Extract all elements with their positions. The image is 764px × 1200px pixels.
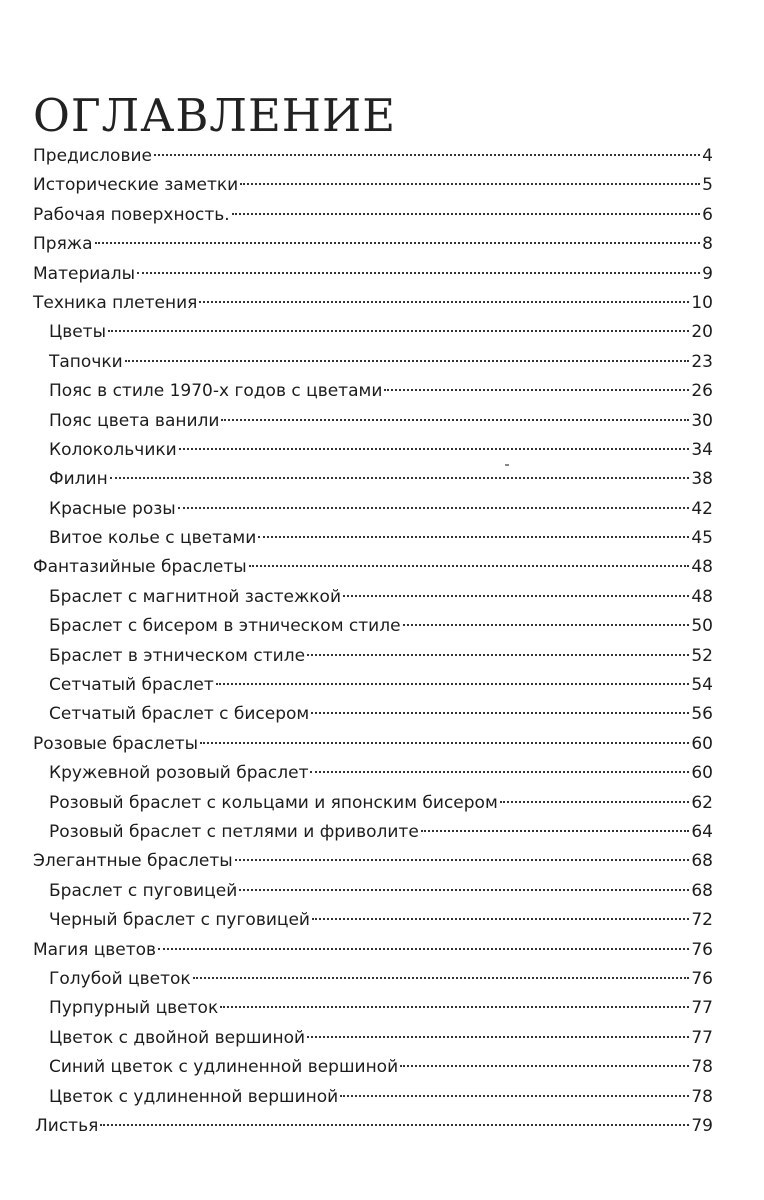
dot-leader bbox=[312, 918, 689, 920]
toc-entry-title: Цветы bbox=[49, 322, 107, 343]
toc-entry-page: 10 bbox=[691, 292, 713, 313]
toc-entry-title: Розовые браслеты bbox=[33, 733, 199, 754]
toc-entry-page: 79 bbox=[691, 1115, 713, 1136]
toc-entry-title: Цветок с двойной вершиной bbox=[49, 1027, 306, 1048]
toc-subentry bbox=[33, 877, 713, 906]
toc-entry-page: 5 bbox=[702, 175, 713, 196]
page-title: ОГЛАВЛЕНИЕ bbox=[33, 89, 397, 143]
toc-entry-page: 68 bbox=[691, 851, 713, 872]
dot-leader bbox=[179, 448, 690, 450]
toc-entry-title: Листья bbox=[35, 1115, 99, 1136]
dot-leader bbox=[258, 536, 689, 538]
toc-entry-title: Красные розы bbox=[49, 498, 176, 519]
toc-entry bbox=[33, 260, 713, 289]
dot-leader bbox=[249, 565, 690, 567]
toc-entry-page: 68 bbox=[691, 880, 713, 901]
toc-entry-title: Техника плетения bbox=[33, 292, 198, 313]
toc-entry bbox=[33, 730, 713, 759]
toc-entry-page: 56 bbox=[691, 704, 713, 725]
toc-entry-page: 26 bbox=[691, 381, 713, 402]
toc-entry-title: Пояс цвета ванили bbox=[49, 410, 220, 431]
dot-leader bbox=[199, 301, 689, 303]
toc-entry bbox=[33, 936, 713, 965]
toc-entry bbox=[33, 289, 713, 318]
toc-entry-title: Филин bbox=[49, 469, 108, 490]
toc-subentry bbox=[33, 407, 713, 436]
dot-leader bbox=[343, 595, 689, 597]
dot-leader bbox=[235, 859, 690, 861]
toc-subentry bbox=[33, 906, 713, 935]
toc-subentry bbox=[33, 495, 713, 524]
toc-subentry bbox=[33, 318, 713, 347]
toc-subentry bbox=[33, 524, 713, 553]
dot-leader bbox=[311, 712, 689, 714]
dot-leader bbox=[158, 948, 689, 950]
toc-entry-page: 48 bbox=[691, 586, 713, 607]
toc-entry-page: 6 bbox=[702, 204, 713, 225]
toc-subentry bbox=[33, 642, 713, 671]
toc-list bbox=[33, 142, 713, 1141]
toc-subentry bbox=[33, 700, 713, 729]
toc-entry-page: 30 bbox=[691, 410, 713, 431]
toc-entry-page: 77 bbox=[691, 1027, 713, 1048]
toc-entry-title: Предисловие bbox=[33, 146, 152, 166]
toc-subentry bbox=[33, 965, 713, 994]
toc-entry-page: 52 bbox=[691, 645, 713, 666]
dot-leader bbox=[307, 654, 689, 656]
toc-entry-title: Браслет в этническом стиле bbox=[49, 645, 306, 666]
dot-leader bbox=[239, 889, 689, 891]
dot-leader bbox=[307, 1036, 689, 1038]
toc-entry-title: Исторические заметки bbox=[33, 175, 239, 196]
toc-entry-page: 64 bbox=[691, 821, 713, 842]
toc-entry-title: Черный браслет с пуговицей bbox=[49, 910, 310, 931]
toc-subentry bbox=[33, 348, 713, 377]
dot-leader bbox=[178, 507, 690, 509]
toc-entry-title: Браслет с бисером в этническом стиле bbox=[49, 616, 401, 637]
toc-entry bbox=[33, 201, 713, 230]
toc-entry-title: Розовый браслет с петлями и фриволите bbox=[49, 821, 419, 842]
toc-entry-page: 78 bbox=[691, 1086, 713, 1107]
toc-entry-page: 38 bbox=[691, 469, 713, 490]
dot-leader bbox=[216, 683, 690, 685]
dot-leader bbox=[421, 830, 690, 832]
toc-entry-title: Колокольчики bbox=[49, 439, 177, 460]
toc-entry bbox=[33, 1112, 713, 1141]
dot-leader bbox=[384, 389, 689, 391]
toc-subentry bbox=[33, 671, 713, 700]
toc-entry-page: 54 bbox=[691, 675, 713, 696]
dot-leader bbox=[200, 742, 689, 744]
toc-entry-page: 60 bbox=[691, 733, 713, 754]
toc-entry-title: Цветок с удлиненной вершиной bbox=[49, 1086, 339, 1107]
toc-subentry bbox=[33, 583, 713, 612]
dot-leader bbox=[125, 360, 690, 362]
toc-entry-page: 78 bbox=[691, 1057, 713, 1078]
toc-entry-title: Магия цветов bbox=[33, 939, 157, 960]
dot-leader bbox=[100, 1124, 689, 1126]
dot-leader bbox=[221, 419, 689, 421]
toc-entry-title: Тапочки bbox=[49, 351, 123, 372]
toc-entry-title: Розовый браслет с кольцами и японским бисером bbox=[49, 792, 498, 813]
toc-subentry bbox=[33, 1053, 713, 1082]
toc-entry-title: Пряжа bbox=[33, 234, 93, 255]
toc-entry-page: 45 bbox=[691, 528, 713, 549]
toc-entry bbox=[33, 171, 713, 200]
toc-entry-title: Пурпурный цветок bbox=[49, 998, 219, 1019]
toc-entry-title: Браслет с пуговицей bbox=[49, 880, 238, 901]
dot-leader bbox=[232, 213, 700, 215]
toc-entry-title: Браслет с магнитной застежкой bbox=[49, 586, 342, 607]
toc-entry bbox=[33, 847, 713, 876]
toc-entry-title: Сетчатый браслет с бисером bbox=[49, 704, 310, 725]
toc-subentry bbox=[33, 377, 713, 406]
toc-entry bbox=[33, 553, 713, 582]
toc-entry-page: 77 bbox=[691, 998, 713, 1019]
toc-entry-title: Кружевной розовый браслет bbox=[49, 763, 309, 784]
toc-entry-page: 48 bbox=[691, 557, 713, 578]
toc-subentry bbox=[33, 436, 713, 465]
dot-leader bbox=[403, 624, 690, 626]
dot-leader bbox=[400, 1065, 689, 1067]
toc-entry-page: 72 bbox=[691, 910, 713, 931]
toc-entry-title: Синий цветок с удлиненной вершиной bbox=[49, 1057, 399, 1078]
toc-entry-page: 9 bbox=[702, 263, 713, 284]
toc-subentry bbox=[33, 994, 713, 1023]
toc-entry-title: Сетчатый браслет bbox=[49, 675, 214, 696]
toc-entry-title: Фантазийные браслеты bbox=[33, 557, 247, 578]
dot-leader bbox=[137, 272, 700, 274]
toc-subentry bbox=[33, 1083, 713, 1112]
toc-entry-page: 60 bbox=[691, 763, 713, 784]
toc-subentry bbox=[33, 789, 713, 818]
toc-entry-page: 20 bbox=[691, 322, 713, 343]
dot-leader bbox=[193, 977, 690, 979]
toc-subentry bbox=[33, 1024, 713, 1053]
toc-entry-page: 42 bbox=[691, 498, 713, 519]
toc-entry-page: 23 bbox=[691, 351, 713, 372]
print-speck bbox=[505, 464, 509, 466]
toc-entry-page: 76 bbox=[691, 968, 713, 989]
toc-subentry bbox=[33, 465, 713, 494]
dot-leader bbox=[240, 183, 700, 185]
dot-leader bbox=[220, 1006, 689, 1008]
toc-entry bbox=[33, 142, 713, 171]
toc-entry-page: 76 bbox=[691, 939, 713, 960]
toc-entry-title: Пояс в стиле 1970-х годов с цветами bbox=[49, 381, 383, 402]
toc-entry-title: Витое колье с цветами bbox=[49, 528, 257, 549]
toc-entry bbox=[33, 230, 713, 259]
toc-entry-title: Материалы bbox=[33, 263, 135, 284]
dot-leader bbox=[500, 801, 690, 803]
dot-leader bbox=[310, 771, 689, 773]
dot-leader bbox=[110, 477, 690, 479]
dot-leader bbox=[340, 1095, 689, 1097]
toc-entry-page: 34 bbox=[691, 439, 713, 460]
dot-leader bbox=[108, 330, 689, 332]
toc-entry-title: Элегантные браслеты bbox=[33, 851, 233, 872]
toc-subentry bbox=[33, 818, 713, 847]
toc-entry-title: Голубой цветок bbox=[49, 968, 191, 989]
toc-entry-page: 50 bbox=[691, 616, 713, 637]
toc-entry-page: 8 bbox=[702, 234, 713, 255]
dot-leader bbox=[95, 242, 701, 244]
toc-entry-page: 62 bbox=[691, 792, 713, 813]
toc-subentry bbox=[33, 612, 713, 641]
toc-entry-title: Рабочая поверхность. bbox=[33, 204, 230, 225]
toc-entry-page: 4 bbox=[702, 146, 713, 166]
dot-leader bbox=[154, 154, 700, 156]
toc-subentry bbox=[33, 759, 713, 788]
